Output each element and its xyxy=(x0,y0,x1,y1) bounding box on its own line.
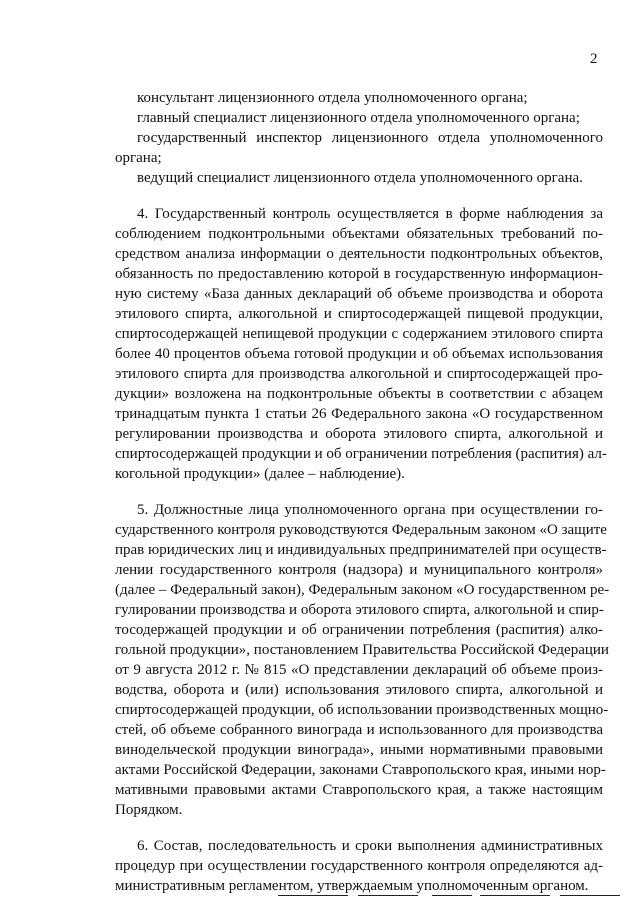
paragraph-4-line: регулировании производства и оборота этилового спирта, алкогольной и xyxy=(115,426,603,442)
bottom-rule xyxy=(278,895,348,896)
paragraph-4-line: этилового спирта, алкогольной и спиртосодержащей пищевой продукции, xyxy=(115,306,603,322)
paragraph-4-line: спиртосодержащей продукции и об ограничении потребления (распития) ал- xyxy=(115,446,607,462)
paragraph-6-line: процедур при осуществлении государственного контроля определяются ад- xyxy=(115,858,603,874)
bottom-rule xyxy=(432,895,472,896)
paragraph-5-line: водства, оборота и (или) использования этилового спирта, алкогольной и xyxy=(115,682,603,698)
paragraph-4-line: ную систему «База данных деклараций об объеме производства и оборота xyxy=(115,286,603,302)
bottom-rule xyxy=(358,895,418,896)
paragraph-5-line: сударственного контроля руководствуются Федеральным законом «О защите xyxy=(115,522,607,538)
paragraph-5-line: винодельческой продукции винограда», иными нормативными правовыми xyxy=(115,742,603,758)
paragraph-5-line: лении государственного контроля (надзора) и муниципального контроля» xyxy=(115,562,603,578)
list-item: органа; xyxy=(115,150,162,166)
paragraph-4-line: когольной продукции» (далее – наблюдение). xyxy=(115,466,405,482)
list-item: консультант лицензионного отдела уполномоченного органа; xyxy=(137,90,528,106)
paragraph-5-line: гольной продукции», постановлением Правительства Российской Федерации xyxy=(115,642,609,658)
paragraph-5-line: тосодержащей продукции и об ограничении потребления (распития) алко- xyxy=(115,622,603,638)
paragraph-6-line: министративным регламентом, утверждаемым уполномоченным органом. xyxy=(115,878,589,894)
paragraph-6-line: 6. Состав, последовательность и сроки выполнения административных xyxy=(137,838,603,854)
paragraph-5-line: спиртосодержащей продукции, об использовании производственных мощно- xyxy=(115,702,609,718)
bottom-rule xyxy=(480,895,550,896)
paragraph-5-line: стей, об объеме собранного винограда и использованного для производства xyxy=(115,722,603,738)
bottom-rule xyxy=(560,895,620,896)
paragraph-5-line: (далее – Федеральный закон), Федеральным законом «О государственном ре- xyxy=(115,582,610,598)
list-item: государственный инспектор лицензионного отдела уполномоченного xyxy=(137,130,603,146)
paragraph-4-line: этилового спирта для производства алкогольной и спиртосодержащей про- xyxy=(115,366,603,382)
paragraph-5-line: Порядком. xyxy=(115,802,183,818)
paragraph-5-line: актами Российской Федерации, законами Ставропольского края, иными нор- xyxy=(115,762,606,778)
paragraph-4-line: обязанность по предоставлению которой в государственную информацион- xyxy=(115,266,603,282)
paragraph-5-line: от 9 августа 2012 г. № 815 «О представлении деклараций об объеме произ- xyxy=(115,662,603,678)
paragraph-5-line: прав юридических лиц и индивидуальных предпринимателей при осуществ- xyxy=(115,542,607,558)
paragraph-4-line: 4. Государственный контроль осуществляется в форме наблюдения за xyxy=(137,206,603,222)
page-number: 2 xyxy=(590,51,598,67)
paragraph-4-line: средством анализа информации о деятельности подконтрольных объектов, xyxy=(115,246,603,262)
paragraph-5-line: 5. Должностные лица уполномоченного органа при осуществлении го- xyxy=(137,502,603,518)
list-item: главный специалист лицензионного отдела уполномоченного органа; xyxy=(137,110,580,126)
paragraph-4-line: дукции» возложена на подконтрольные объекты в соответствии с абзацем xyxy=(115,386,603,402)
paragraph-4-line: спиртосодержащей непищевой продукции с содержанием этилового спирта xyxy=(115,326,603,342)
paragraph-4-line: тринадцатым пункта 1 статьи 26 Федерального закона «О государственном xyxy=(115,406,603,422)
paragraph-4-line: соблюдением подконтрольными объектами обязательных требований по- xyxy=(115,226,603,242)
paragraph-5-line: мативными правовыми актами Ставропольского края, а также настоящим xyxy=(115,782,603,798)
paragraph-4-line: более 40 процентов объема готовой продукции и об объемах использования xyxy=(115,346,603,362)
paragraph-5-line: гулировании производства и оборота этилового спирта, алкогольной и спир- xyxy=(115,602,604,618)
list-item: ведущий специалист лицензионного отдела уполномоченного органа. xyxy=(137,170,583,186)
